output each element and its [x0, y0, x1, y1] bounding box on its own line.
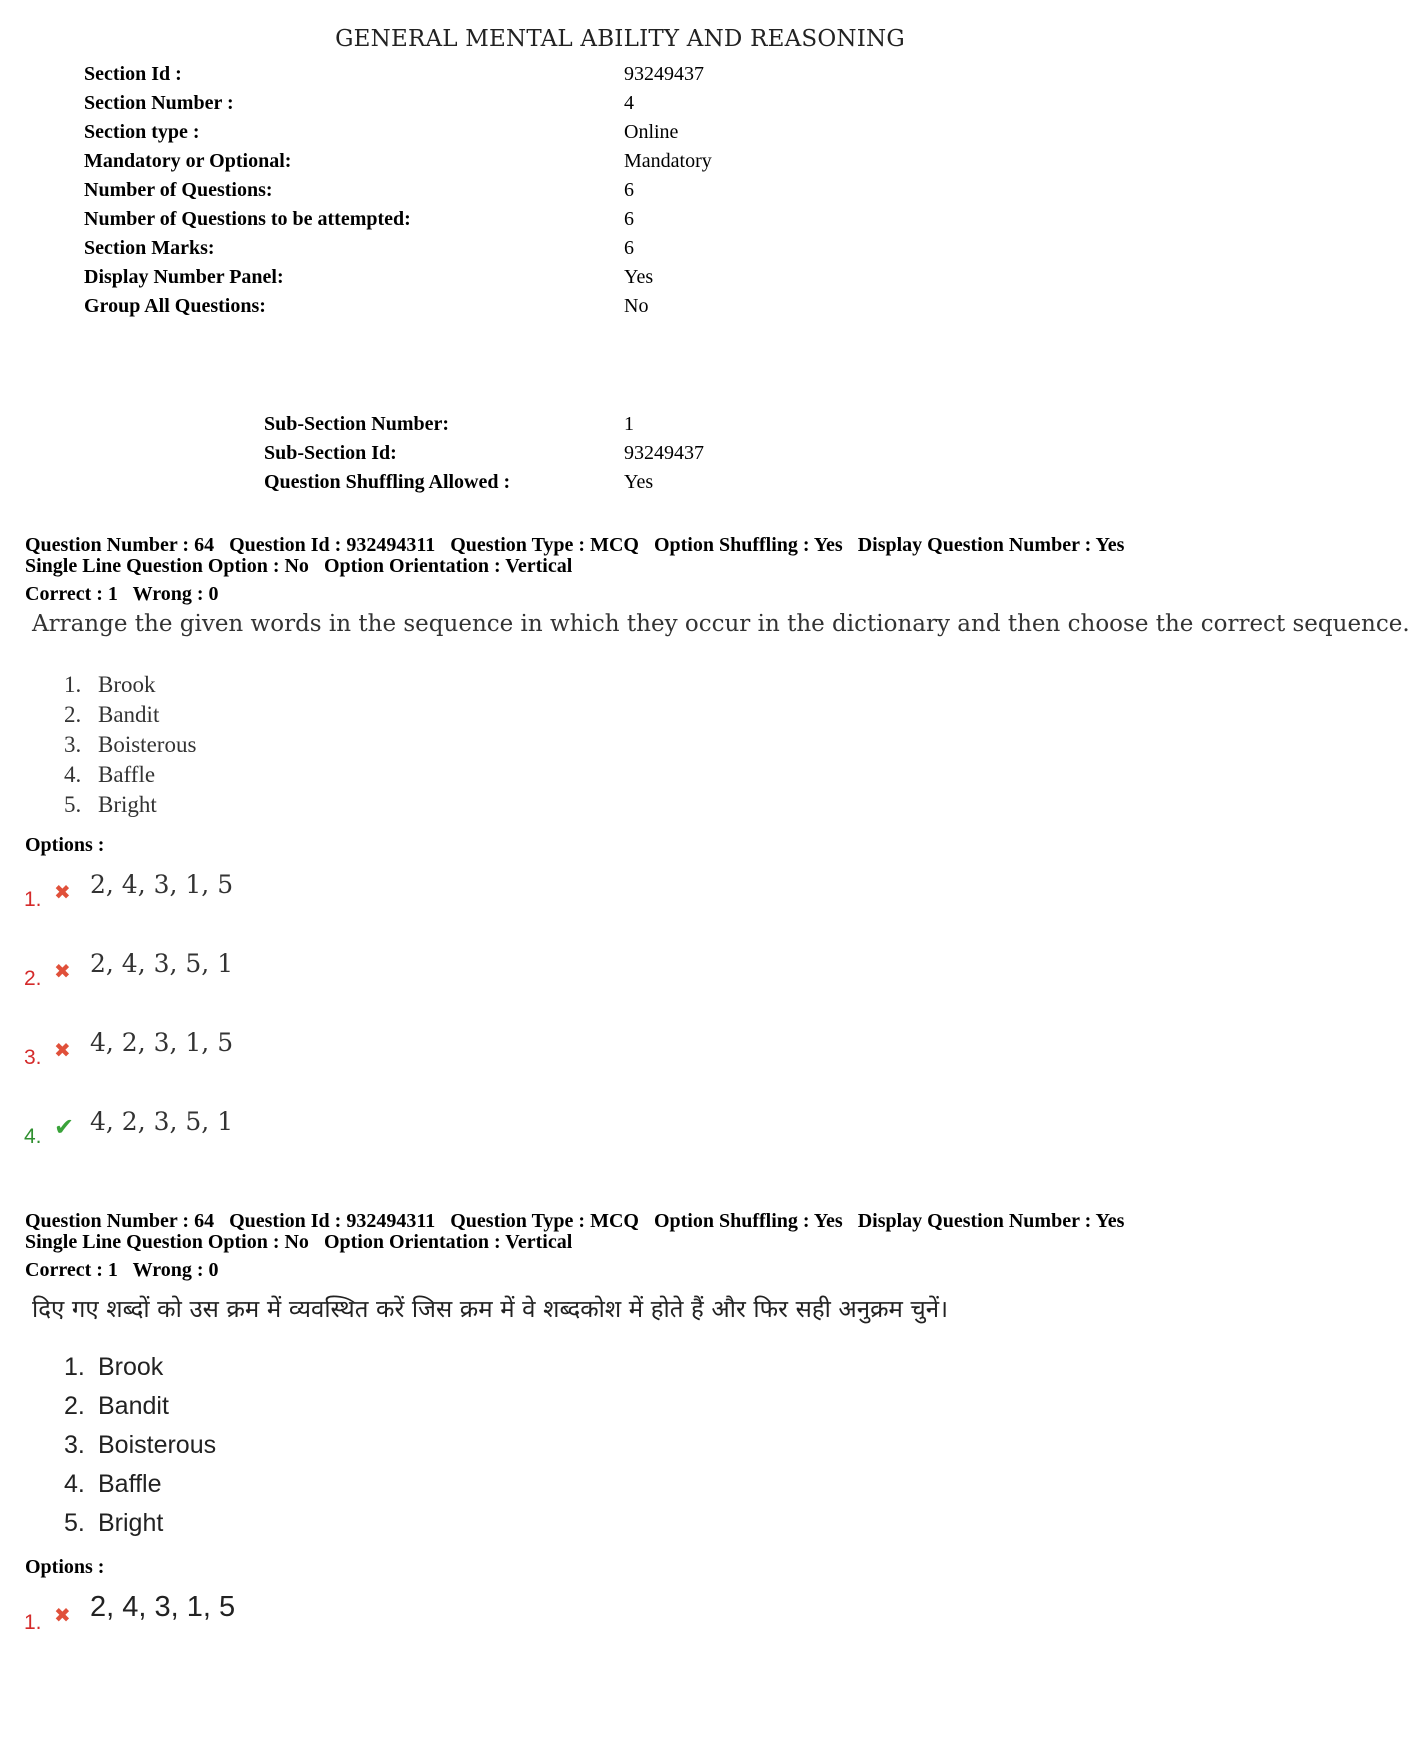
question-meta-line1 — [25, 1211, 1134, 1232]
section-type-value: Online — [624, 121, 679, 143]
options-label: Options : — [25, 834, 105, 856]
mandatory-label: Mandatory or Optional: — [84, 150, 292, 172]
single-line-option: Single Line Question Option : No — [25, 1231, 309, 1253]
option-number: 1. — [24, 888, 42, 911]
num-questions-label: Number of Questions: — [84, 179, 273, 201]
section-info — [0, 60, 1240, 321]
question-id: Question Id : 932494311 — [229, 534, 436, 556]
subsection-number-row — [0, 410, 1240, 439]
word-list — [64, 670, 196, 820]
question-type: Question Type : MCQ — [450, 534, 639, 556]
option-text: 2, 4, 3, 1, 5 — [90, 1591, 236, 1623]
option-text: 2, 4, 3, 1, 5 — [90, 870, 234, 899]
subsection-id-label: Sub-Section Id: — [264, 442, 397, 464]
num-attempt-label: Number of Questions to be attempted: — [84, 208, 411, 230]
section-number-row — [0, 89, 1240, 118]
list-item: 5. Bright — [64, 1509, 164, 1537]
option-shuffling: Option Shuffling : Yes — [653, 534, 843, 556]
correct-marks: Correct : 1 — [25, 583, 118, 605]
word-list — [64, 1348, 216, 1543]
num-questions-value: 6 — [624, 179, 634, 201]
cross-icon: ✖ — [54, 959, 71, 983]
option-text: 2, 4, 3, 5, 1 — [90, 949, 234, 978]
section-id-value: 93249437 — [624, 63, 704, 85]
shuffling-value: Yes — [624, 471, 654, 493]
subsection-number-value: 1 — [624, 413, 634, 435]
list-item: 1. Brook — [64, 1353, 164, 1381]
section-number-value: 4 — [624, 92, 634, 114]
subsection-number-label: Sub-Section Number: — [264, 413, 450, 435]
list-item: 4. Baffle — [64, 762, 156, 787]
wrong-marks: Wrong : 0 — [132, 583, 219, 605]
display-panel-row — [0, 263, 1240, 292]
list-item: 5. Bright — [64, 792, 157, 817]
page-title: GENERAL MENTAL ABILITY AND REASONING — [335, 26, 905, 52]
display-question-number: Display Question Number : Yes — [857, 534, 1125, 556]
subsection-id-value: 93249437 — [624, 442, 704, 464]
question-marks — [25, 584, 229, 605]
section-number-label: Section Number : — [84, 92, 234, 114]
question-text: दिए गए शब्दों को उस क्रम में व्यवस्थित करें जिस क्रम में वे शब्दकोश में होते हैं और फिर सही अनुक्रम चुनें। — [32, 1295, 949, 1323]
display-panel-label: Display Number Panel: — [84, 266, 284, 288]
mandatory-row — [0, 147, 1240, 176]
option-3[interactable] — [24, 1028, 424, 1074]
option-number: 1. — [24, 1611, 42, 1634]
section-type-row — [0, 118, 1240, 147]
cross-icon: ✖ — [54, 880, 71, 904]
question-meta-line2 — [25, 556, 582, 577]
list-item: 2. Bandit — [64, 1392, 169, 1420]
list-item: 2. Bandit — [64, 702, 160, 727]
question-id: Question Id : 932494311 — [229, 1210, 436, 1232]
list-item: 1. Brook — [64, 672, 156, 697]
option-4[interactable] — [24, 1107, 424, 1153]
group-questions-label: Group All Questions: — [84, 295, 266, 317]
option-number: 2. — [24, 967, 42, 990]
list-item: 4. Baffle — [64, 1470, 162, 1498]
cross-icon: ✖ — [54, 1038, 71, 1062]
option-1[interactable] — [24, 870, 424, 916]
question-meta-line2 — [25, 1232, 582, 1253]
check-icon: ✔ — [54, 1113, 75, 1141]
subsection-info — [0, 410, 1240, 497]
correct-marks: Correct : 1 — [25, 1259, 118, 1281]
group-questions-row — [0, 292, 1240, 321]
display-question-number: Display Question Number : Yes — [857, 1210, 1125, 1232]
section-id-row — [0, 60, 1240, 89]
option-2[interactable] — [24, 949, 424, 995]
shuffling-row — [0, 468, 1240, 497]
num-attempt-row — [0, 205, 1240, 234]
question-meta-line1 — [25, 535, 1134, 556]
question-type: Question Type : MCQ — [450, 1210, 639, 1232]
list-item: 3. Boisterous — [64, 732, 197, 757]
section-marks-row — [0, 234, 1240, 263]
options-label: Options : — [25, 1556, 105, 1578]
question-number: Question Number : 64 — [25, 534, 215, 556]
option-shuffling: Option Shuffling : Yes — [653, 1210, 843, 1232]
option-text: 4, 2, 3, 5, 1 — [90, 1107, 234, 1136]
group-questions-value: No — [624, 295, 649, 317]
section-marks-value: 6 — [624, 237, 634, 259]
single-line-option: Single Line Question Option : No — [25, 555, 309, 577]
option-number: 4. — [24, 1125, 42, 1148]
question-text: Arrange the given words in the sequence in which they occur in the dictionary and then choose the correct sequence. — [32, 611, 1410, 637]
wrong-marks: Wrong : 0 — [132, 1259, 219, 1281]
option-text: 4, 2, 3, 1, 5 — [90, 1028, 234, 1057]
section-id-label: Section Id : — [84, 63, 182, 85]
num-attempt-value: 6 — [624, 208, 634, 230]
question-number: Question Number : 64 — [25, 1210, 215, 1232]
option-orientation: Option Orientation : Vertical — [323, 1231, 573, 1253]
option-number: 3. — [24, 1046, 42, 1069]
subsection-id-row — [0, 439, 1240, 468]
option-1[interactable] — [24, 1591, 424, 1639]
shuffling-label: Question Shuffling Allowed : — [264, 471, 511, 493]
cross-icon: ✖ — [54, 1603, 71, 1627]
display-panel-value: Yes — [624, 266, 654, 288]
num-questions-row — [0, 176, 1240, 205]
section-type-label: Section type : — [84, 121, 200, 143]
question-marks — [25, 1260, 229, 1281]
option-orientation: Option Orientation : Vertical — [323, 555, 573, 577]
mandatory-value: Mandatory — [624, 150, 712, 172]
list-item: 3. Boisterous — [64, 1431, 217, 1459]
section-marks-label: Section Marks: — [84, 237, 215, 259]
